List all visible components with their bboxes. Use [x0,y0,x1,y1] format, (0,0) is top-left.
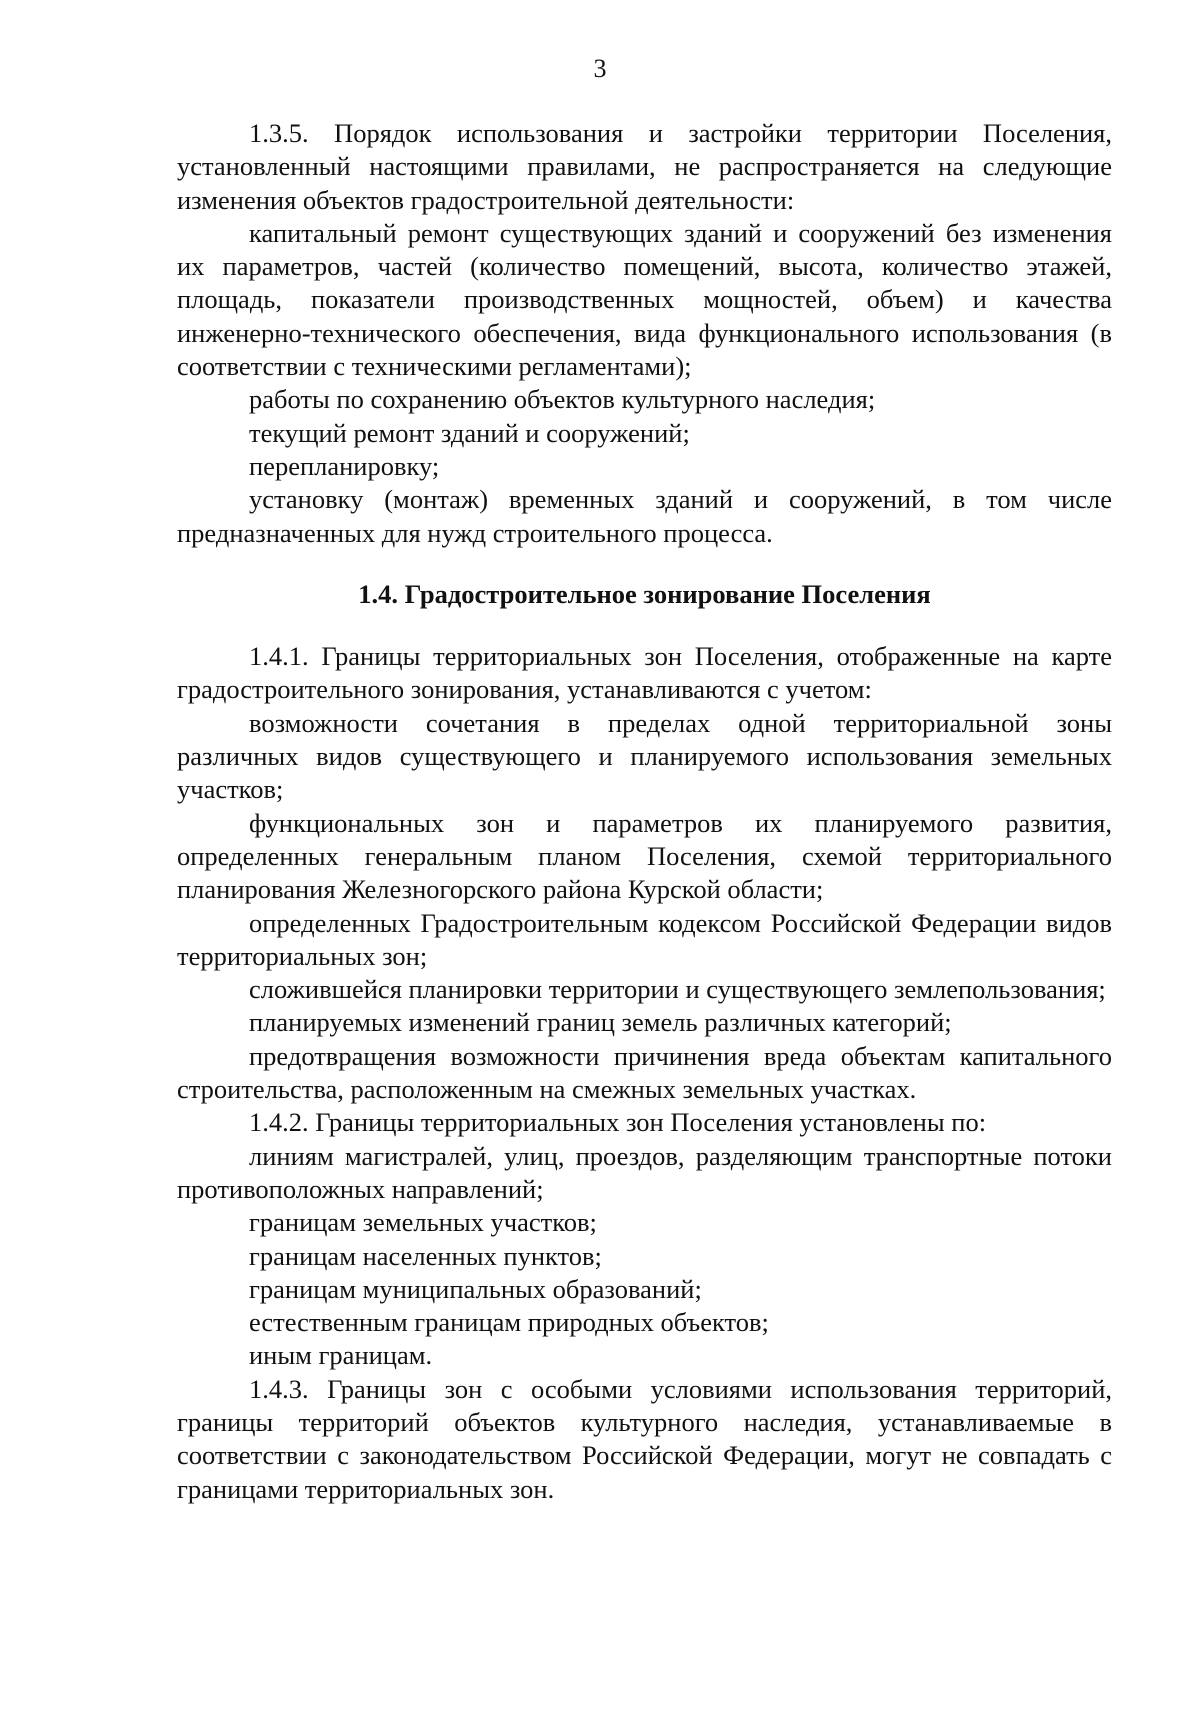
list-item-capital-repair: капитальный ремонт существующих зданий и сооружений без изменения их параметров, частей (количество помещений, высота, количество этажей, площадь, показатели производственных мощностей, объем) и качества инженерно-технического обеспечения, вида функционального использования (в соответствии с техническими регламентами); [177,217,1112,382]
list-item-municipalities: границам муниципальных образований; [249,1273,702,1304]
list-item-harm-prevention: предотвращения возможности причинения вреда объектам капитального строительства, расположенным на смежных земельных участках. [177,1040,1112,1105]
list-item-existing-planning: сложившейся планировки территории и существующего землепользования; [249,974,1106,1005]
paragraph-1-4-2: 1.4.2. Границы территориальных зон Поселения установлены по: [249,1107,987,1138]
list-item-current-repair: текущий ремонт зданий и сооружений; [249,417,690,448]
list-item-heritage-works: работы по сохранению объектов культурного наследия; [249,384,876,415]
list-item-land-categories: планируемых изменений границ земель различных категорий; [249,1007,952,1038]
paragraph-1-3-5: 1.3.5. Порядок использования и застройки территории Поселения, установленный настоящими правилами, не распространяется на следующие изменения объектов градостроительной деятельности: [177,118,1112,215]
list-item-temporary-buildings: установку (монтаж) временных зданий и сооружений, в том числе предназначенных для нужд строительного процесса. [177,484,1112,548]
page-number: 3 [593,54,607,83]
list-item-zone-types: определенных Градостроительным кодексом Российской Федерации видов территориальных зон; [177,907,1112,971]
list-item-combination: возможности сочетания в пределах одной территориальной зоны различных видов существующего и планируемого использования земельных участков; [177,707,1112,805]
list-item-functional-zones: функциональных зон и параметров их планируемого развития, определенных генеральным планом Поселения, схемой территориального планирования Железногорского района Курской области; [177,807,1112,905]
list-item-highways: линиям магистралей, улиц, проездов, разделяющим транспортные потоки противоположных направлений; [177,1140,1112,1204]
list-item-settlements: границам населенных пунктов; [249,1240,602,1271]
list-item-replanning: перепланировку; [249,450,440,481]
list-item-natural-objects: естественным границам природных объектов; [249,1307,769,1338]
list-item-land-plots: границам земельных участков; [249,1207,597,1238]
paragraph-1-4-1: 1.4.1. Границы территориальных зон Поселения, отображенные на карте градостроительного зонирования, устанавливаются с учетом: [177,641,1112,705]
document-body [177,117,1112,1506]
list-item-other-borders: иным границам. [249,1340,433,1371]
paragraph-1-4-3: 1.4.3. Границы зон с особыми условиями использования территорий, границы территорий объектов культурного наследия, устанавливаемые в соответствии с законодательством Российской Федерации, могут не совпадать с границами территориальных зон. [177,1373,1112,1504]
section-heading: 1.4. Градостроительное зонирование Поселения [358,578,931,609]
